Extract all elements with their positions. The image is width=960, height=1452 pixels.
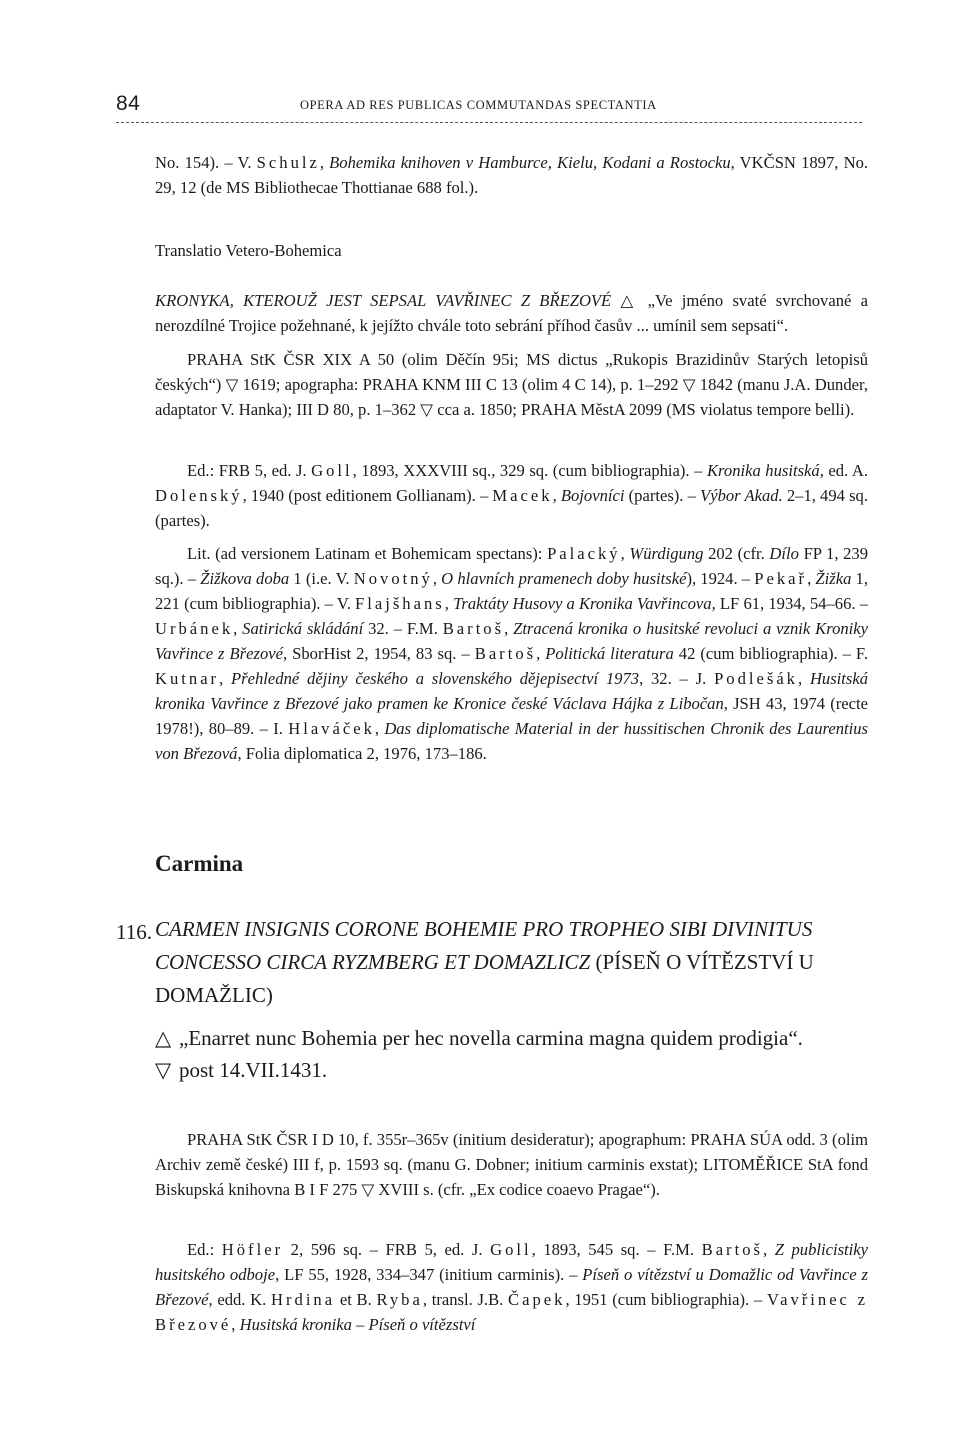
- item-number: 116.: [116, 920, 152, 944]
- text-run: et B.: [335, 1290, 377, 1309]
- item-title-czech: (PÍSEŇ O VÍTĚZSTVÍ U DOMAŽLIC): [155, 950, 814, 1007]
- text-run: No. 154). – V.: [155, 153, 257, 172]
- triangle-up-icon: △: [155, 1026, 172, 1050]
- text-run: 32. – F.M.: [363, 619, 443, 638]
- text-run: 2–1, 494 sq. (partes).: [155, 486, 869, 530]
- work-title: Žižka: [815, 569, 852, 588]
- author-name: Urbánek: [155, 619, 234, 638]
- triangle-down-icon: ▽: [155, 1058, 172, 1082]
- text-run: 2, 596 sq. – FRB 5, ed. J.: [283, 1240, 491, 1259]
- text-run: , LF 61, 1934, 54–66. –: [711, 594, 868, 613]
- author-name: Höfler: [221, 1240, 284, 1259]
- text-run: Ed.: FRB 5, ed. J.: [187, 461, 312, 480]
- text-run: ), 1924. –: [686, 569, 755, 588]
- author-name: Novotný: [353, 569, 433, 588]
- author-name: Goll: [311, 461, 353, 480]
- work-title: Výbor Akad.: [700, 486, 783, 505]
- text-run: 42 (cum bibliographia). – F.: [673, 644, 868, 663]
- text-run: ,: [374, 719, 385, 738]
- text-run: , 1951 (cum bibliographia). –: [565, 1290, 767, 1309]
- text-run: FP 1, 239 sq.). –: [155, 544, 869, 588]
- text-run: 1619; apographa: PRAHA KNM III C 13 (olim 4 C 14), p. 1–292: [238, 375, 683, 394]
- text-run: ,: [536, 644, 546, 663]
- author-name: Macek: [492, 486, 553, 505]
- work-title: Das diplomatische Material in der hussitischen Chronik des Laurentius von Březová: [155, 719, 869, 763]
- work-title: Kronika husitská: [706, 461, 820, 480]
- author-name: Bartoš: [701, 1240, 763, 1259]
- text-run: ,: [504, 619, 514, 638]
- triangle-down-icon: ▽: [420, 400, 434, 419]
- text-run: , transl. J.B.: [422, 1290, 509, 1309]
- author-name: Vavřinec z Březové: [155, 1290, 869, 1334]
- text-run: , Folia diplomatica 2, 1976, 173–186.: [237, 744, 487, 763]
- item-title-latin: CARMEN INSIGNIS CORONE BOHEMIE PRO TROPHEO SIBI DIVINITUS CONCESSO CIRCA RYZMBERG ET DOMAZLICZ: [155, 917, 813, 974]
- work-title: Husitská kronika – Píseň o vítězství: [239, 1315, 476, 1334]
- text-run: PRAHA StK ČSR I D 10, f. 355r–365v (initium desideratur); apographum: PRAHA SÚA odd. 3 (olim Archiv země české) III f, p. 1593 sq. (manu G. Dobner; initium carminis exstat); LITOMĚŘICE StA fond Biskupská knihovna B I F 275: [155, 1130, 868, 1199]
- text-run: Ed.:: [187, 1240, 222, 1259]
- author-name: Schulz: [256, 153, 320, 172]
- text-run: , 1893, XXXVIII sq., 329 sq. (cum bibliographia). –: [352, 461, 707, 480]
- text-run: PRAHA StK ČSR XIX A 50 (olim Děčín 95i; MS dictus „Rukopis Brazidinův Starých letopisů českých“): [155, 350, 868, 394]
- text-run: ,: [762, 1240, 775, 1259]
- text-run: , 1940 (post editionem Gollianam). –: [242, 486, 493, 505]
- section-title: Carmina: [155, 851, 244, 876]
- triangle-down-icon: ▽: [682, 375, 696, 394]
- text-run: ,: [432, 569, 442, 588]
- kronyka-editions: [155, 458, 868, 533]
- work-title: Husitská kronika Vavřince z Březové jako pramen ke Kronice české Václava Hájka z Libočan: [155, 669, 869, 713]
- text-run: ,: [319, 153, 330, 172]
- work-title: Žižkova doba: [200, 569, 290, 588]
- author-name: Palacký: [547, 544, 621, 563]
- work-title: Würdigung: [629, 544, 704, 563]
- item-sources: [155, 1127, 868, 1202]
- text-run: ,: [444, 594, 454, 613]
- work-title: Přehledné dějiny českého a slovenského dějepisectví 1973: [231, 669, 640, 688]
- author-name: Hlaváček: [288, 719, 375, 738]
- page-number: 84: [116, 92, 141, 115]
- author-name: Dolenský: [155, 486, 243, 505]
- text-run: Lit. (ad versionem Latinam et Bohemicam spectans):: [187, 544, 548, 563]
- author-name: Bartoš: [442, 619, 505, 638]
- text-run: (partes). –: [624, 486, 701, 505]
- item-date: post 14.VII.1431.: [179, 1058, 328, 1082]
- kronyka-title: KRONYKA, KTEROUŽ JEST SEPSAL VAVŘINEC Z BŘEZOVÉ: [155, 291, 612, 310]
- text-run: ,: [797, 669, 810, 688]
- kronyka-sources: [155, 347, 868, 422]
- work-title: Bojovníci: [560, 486, 625, 505]
- translation-heading: Translatio Vetero-Bohemica: [155, 241, 342, 260]
- author-name: Flajšhans: [355, 594, 445, 613]
- text-run: ,: [231, 1315, 240, 1334]
- running-title: OPERA AD RES PUBLICAS COMMUTANDAS SPECTANTIA: [300, 98, 657, 112]
- text-run: , edd. K.: [208, 1290, 272, 1309]
- text-run: 1842 (manu J.A. Dunder, adaptator V. Hanka); III D 80, p. 1–362: [155, 375, 869, 419]
- triangle-down-icon: ▽: [225, 375, 239, 394]
- work-title: Dílo: [769, 544, 799, 563]
- text-run: , LF 55, 1928, 334–347 (initium carminis). –: [275, 1265, 583, 1284]
- text-run: , SborHist 2, 1954, 83 sq. –: [282, 644, 475, 663]
- text-run: , JSH 43, 1974 (recte 1978!), 80–89. – I.: [155, 694, 868, 738]
- work-title: Traktáty Husovy a Kronika Vavřincova: [453, 594, 712, 613]
- author-name: Kutnar: [155, 669, 220, 688]
- work-title: Píseň o vítězství u Domažlic od Vavřince z Březové: [155, 1265, 868, 1309]
- text-run: , 1893, 545 sq. – F.M.: [531, 1240, 702, 1259]
- text-run: XVIII s. (cfr. „Ex codice coaevo Pragae“).: [374, 1180, 660, 1199]
- kronyka-incipit: [155, 288, 868, 338]
- work-title: Bohemika knihoven v Hamburce, Kielu, Kodani a Rostocku: [329, 153, 731, 172]
- triangle-down-icon: ▽: [361, 1180, 375, 1199]
- author-name: Ryba: [376, 1290, 423, 1309]
- text-run: ,: [807, 569, 816, 588]
- text-run: , ed. A.: [819, 461, 868, 480]
- triangle-up-icon: △: [620, 291, 639, 310]
- work-title: O hlavních pramenech doby husitské: [441, 569, 687, 588]
- kronyka-literature: [155, 541, 868, 766]
- kronyka-incipit-text: „Ve jméno svaté svrchované a nerozdílné Trojice požehnané, k jejížto chvále toto sebrání příhod časův ... umínil sem sepsati“.: [155, 291, 868, 335]
- work-title: Politická literatura: [545, 644, 674, 663]
- text-run: , 32. – J.: [639, 669, 715, 688]
- text-run: , VKČSN 1897, No. 29, 12 (de MS Bibliothecae Thottianae 688 fol.).: [155, 153, 869, 197]
- author-name: Podlešák: [714, 669, 798, 688]
- item-incipit: [155, 1023, 868, 1085]
- header-rule: [116, 122, 862, 123]
- text-run: ,: [620, 544, 630, 563]
- item-editions: [155, 1237, 868, 1337]
- text-run: ,: [552, 486, 561, 505]
- author-name: Čapek: [508, 1290, 566, 1309]
- author-name: Bartoš: [474, 644, 537, 663]
- author-name: Hrdina: [271, 1290, 336, 1309]
- text-run: ,: [233, 619, 243, 638]
- item-title: [155, 913, 868, 1012]
- work-title: Satirická skládání: [242, 619, 364, 638]
- text-run: 1, 221 (cum bibliographia). – V.: [155, 569, 868, 613]
- author-name: Pekař: [754, 569, 808, 588]
- work-title: Z publicistiky husitského odboje: [155, 1240, 868, 1284]
- top-paragraph: [155, 150, 868, 200]
- author-name: Goll: [490, 1240, 532, 1259]
- text-run: 1 (i.e. V.: [289, 569, 354, 588]
- work-title: Ztracená kronika o husitské revoluci a vznik Kroniky Vavřince z Březové: [155, 619, 868, 663]
- incipit-text: „Enarret nunc Bohemia per hec novella carmina magna quidem prodigia“.: [179, 1026, 803, 1050]
- text-run: 202 (cfr.: [703, 544, 770, 563]
- text-run: cca a. 1850; PRAHA MěstA 2099 (MS violatus tempore belli).: [433, 400, 855, 419]
- text-run: ,: [219, 669, 232, 688]
